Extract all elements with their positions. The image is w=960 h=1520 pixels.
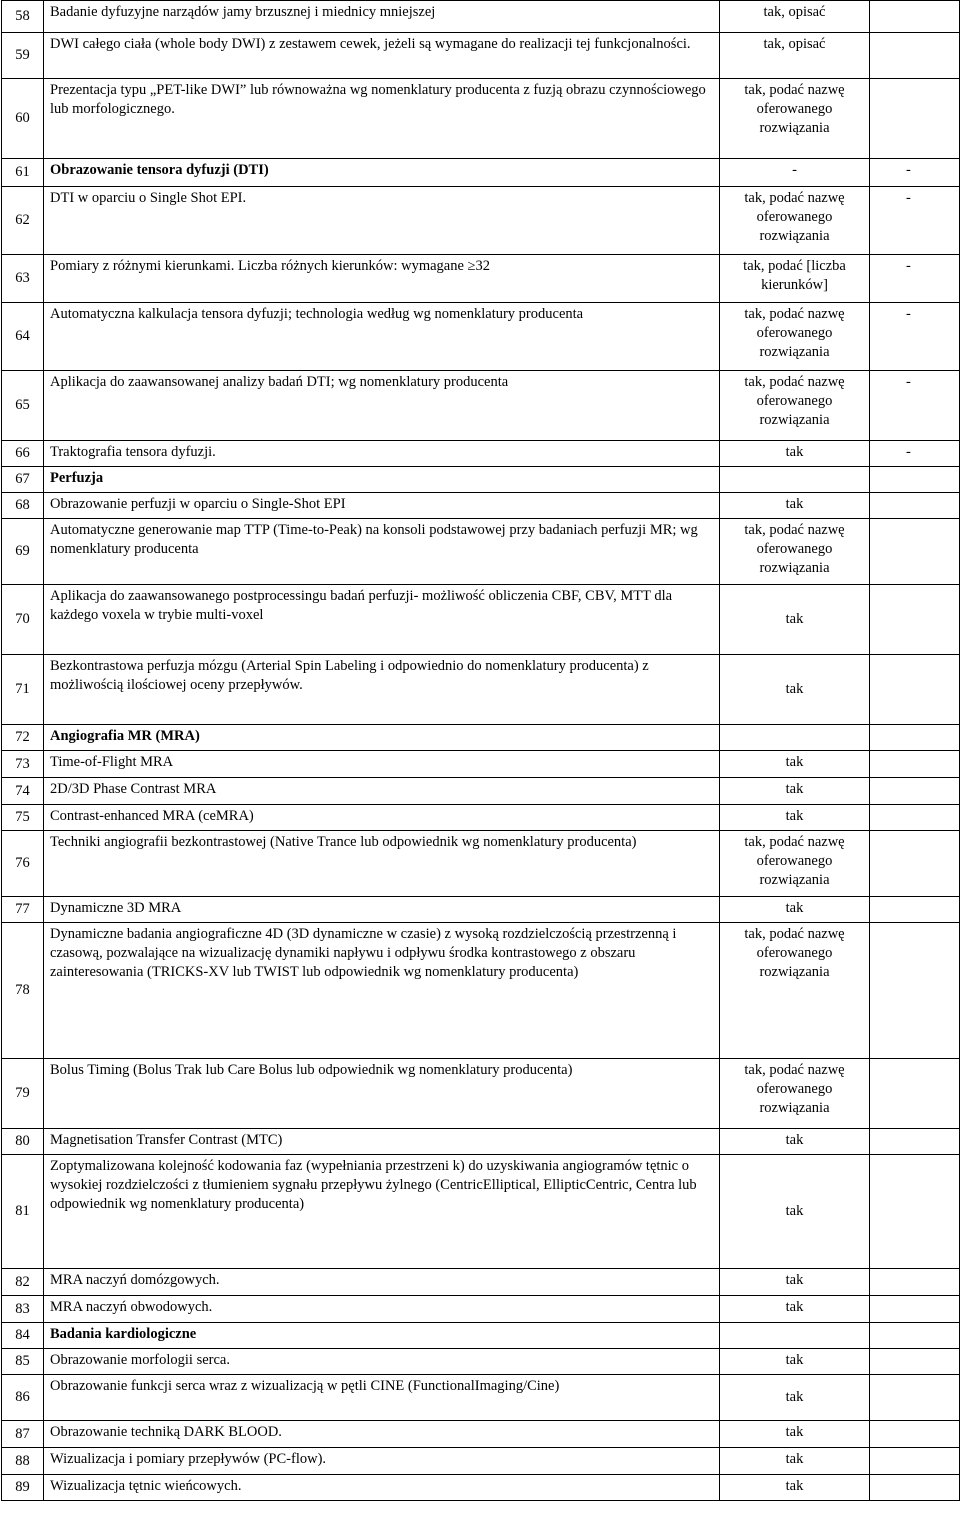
table-row [2, 585, 960, 655]
row-requirement: tak, podać nazwę oferowanego rozwiązania [720, 1059, 870, 1129]
row-requirement: tak, podać [liczba kierunków] [720, 255, 870, 303]
row-points: - [870, 255, 960, 303]
row-requirement: tak [720, 1296, 870, 1323]
row-description: Obrazowanie funkcji serca wraz z wizualizacją w pętli CINE (FunctionalImaging/Cine) [44, 1375, 720, 1421]
row-points [870, 1129, 960, 1155]
row-points: - [870, 441, 960, 467]
row-number: 63 [2, 255, 44, 303]
table-row [2, 33, 960, 79]
table-row [2, 441, 960, 467]
row-number: 72 [2, 725, 44, 751]
row-points [870, 467, 960, 493]
row-description: Pomiary z różnymi kierunkami. Liczba różnych kierunków: wymagane ≥32 [44, 255, 720, 303]
row-description: Prezentacja typu „PET-like DWI” lub równoważna wg nomenklatury producenta z fuzją obrazu czynnościowego lub morfologicznego. [44, 79, 720, 159]
row-description: MRA naczyń domózgowych. [44, 1269, 720, 1296]
row-requirement: tak [720, 1349, 870, 1375]
row-requirement: tak [720, 1129, 870, 1155]
row-points [870, 1323, 960, 1349]
row-requirement [720, 467, 870, 493]
row-number: 78 [2, 923, 44, 1059]
row-number: 89 [2, 1475, 44, 1501]
row-points [870, 33, 960, 79]
row-number: 59 [2, 33, 44, 79]
row-description: 2D/3D Phase Contrast MRA [44, 778, 720, 805]
table-row [2, 778, 960, 805]
row-requirement: tak, podać nazwę oferowanego rozwiązania [720, 519, 870, 585]
table-row [2, 655, 960, 725]
row-points: - [870, 159, 960, 187]
table-row [2, 1375, 960, 1421]
table-row [2, 255, 960, 303]
row-description: Automatyczna kalkulacja tensora dyfuzji; technologia według wg nomenklatury producenta [44, 303, 720, 371]
table-row [2, 493, 960, 519]
specification-table [1, 0, 960, 1501]
row-requirement: tak [720, 1448, 870, 1475]
row-requirement: tak, podać nazwę oferowanego rozwiązania [720, 187, 870, 255]
row-number: 84 [2, 1323, 44, 1349]
row-description: Obrazowanie morfologii serca. [44, 1349, 720, 1375]
row-number: 82 [2, 1269, 44, 1296]
table-row [2, 187, 960, 255]
row-requirement: tak [720, 585, 870, 655]
row-points [870, 585, 960, 655]
table-row [2, 303, 960, 371]
row-number: 71 [2, 655, 44, 725]
row-points [870, 778, 960, 805]
row-description: Bolus Timing (Bolus Trak lub Care Bolus lub odpowiednik wg nomenklatury producenta) [44, 1059, 720, 1129]
row-number: 67 [2, 467, 44, 493]
table-row [2, 159, 960, 187]
row-description: Dynamiczne badania angiograficzne 4D (3D dynamiczne w czasie) z wysoką rozdzielczością przestrzenną i czasową, pozwalające na wizualizację dynamiki napływu i odpływu środka kontrastowego z obszaru zainteresowania (TRICKS-XV lub TWIST lub odpowiednik wg nomenklatury producenta) [44, 923, 720, 1059]
row-description: Perfuzja [44, 467, 720, 493]
row-requirement: tak [720, 1421, 870, 1448]
row-points [870, 1, 960, 33]
row-points [870, 725, 960, 751]
row-number: 65 [2, 371, 44, 441]
row-points [870, 1269, 960, 1296]
table-row [2, 1269, 960, 1296]
table-row [2, 1296, 960, 1323]
row-points [870, 1059, 960, 1129]
row-description: DWI całego ciała (whole body DWI) z zestawem cewek, jeżeli są wymagane do realizacji tej funkcjonalności. [44, 33, 720, 79]
row-points [870, 1448, 960, 1475]
row-points [870, 1421, 960, 1448]
row-number: 75 [2, 805, 44, 831]
row-number: 77 [2, 897, 44, 923]
row-requirement: tak [720, 441, 870, 467]
row-number: 61 [2, 159, 44, 187]
row-requirement: tak [720, 778, 870, 805]
table-row [2, 1155, 960, 1269]
row-requirement: tak, podać nazwę oferowanego rozwiązania [720, 831, 870, 897]
specification-rows [2, 1, 960, 1501]
table-row [2, 467, 960, 493]
table-row [2, 371, 960, 441]
row-number: 81 [2, 1155, 44, 1269]
table-row [2, 1475, 960, 1501]
row-points [870, 1155, 960, 1269]
row-description: Obrazowanie perfuzji w oparciu o Single-Shot EPI [44, 493, 720, 519]
row-points: - [870, 371, 960, 441]
row-description: Techniki angiografii bezkontrastowej (Native Trance lub odpowiednik wg nomenklatury producenta) [44, 831, 720, 897]
row-number: 83 [2, 1296, 44, 1323]
row-requirement: tak [720, 1375, 870, 1421]
row-points [870, 1475, 960, 1501]
row-description: Traktografia tensora dyfuzji. [44, 441, 720, 467]
row-number: 64 [2, 303, 44, 371]
row-requirement: tak [720, 655, 870, 725]
row-number: 70 [2, 585, 44, 655]
row-points [870, 897, 960, 923]
row-points [870, 79, 960, 159]
row-points [870, 519, 960, 585]
row-points [870, 805, 960, 831]
row-description: Time-of-Flight MRA [44, 751, 720, 778]
row-requirement: tak [720, 493, 870, 519]
table-row [2, 897, 960, 923]
row-description: Angiografia MR (MRA) [44, 725, 720, 751]
table-row [2, 1323, 960, 1349]
table-row [2, 831, 960, 897]
row-description: Contrast-enhanced MRA (ceMRA) [44, 805, 720, 831]
table-row [2, 751, 960, 778]
row-description: DTI w oparciu o Single Shot EPI. [44, 187, 720, 255]
row-number: 86 [2, 1375, 44, 1421]
row-points [870, 1349, 960, 1375]
row-description: Magnetisation Transfer Contrast (MTC) [44, 1129, 720, 1155]
row-number: 87 [2, 1421, 44, 1448]
row-requirement: tak [720, 805, 870, 831]
row-points [870, 751, 960, 778]
row-description: MRA naczyń obwodowych. [44, 1296, 720, 1323]
table-row [2, 805, 960, 831]
row-requirement: tak, podać nazwę oferowanego rozwiązania [720, 79, 870, 159]
row-number: 66 [2, 441, 44, 467]
row-number: 62 [2, 187, 44, 255]
row-description: Bezkontrastowa perfuzja mózgu (Arterial Spin Labeling i odpowiednio do nomenklatury producenta) z możliwością ilościowej oceny przepływów. [44, 655, 720, 725]
row-description: Obrazowanie tensora dyfuzji (DTI) [44, 159, 720, 187]
row-requirement: tak [720, 1269, 870, 1296]
table-row [2, 519, 960, 585]
table-row [2, 79, 960, 159]
row-points [870, 831, 960, 897]
table-row [2, 1421, 960, 1448]
row-points [870, 655, 960, 725]
row-number: 73 [2, 751, 44, 778]
row-requirement: - [720, 159, 870, 187]
row-requirement [720, 725, 870, 751]
row-points: - [870, 303, 960, 371]
row-requirement: tak [720, 1155, 870, 1269]
table-row [2, 923, 960, 1059]
table-row [2, 1349, 960, 1375]
row-requirement: tak [720, 751, 870, 778]
row-requirement: tak, podać nazwę oferowanego rozwiązania [720, 371, 870, 441]
row-points: - [870, 187, 960, 255]
row-number: 79 [2, 1059, 44, 1129]
row-description: Aplikacja do zaawansowanego postprocessingu badań perfuzji- możliwość obliczenia CBF, CBV, MTT dla każdego voxela w trybie multi-voxel [44, 585, 720, 655]
row-description: Wizualizacja tętnic wieńcowych. [44, 1475, 720, 1501]
row-number: 74 [2, 778, 44, 805]
row-description: Wizualizacja i pomiary przepływów (PC-flow). [44, 1448, 720, 1475]
row-number: 80 [2, 1129, 44, 1155]
row-requirement: tak, opisać [720, 1, 870, 33]
table-row [2, 1129, 960, 1155]
row-requirement: tak [720, 1475, 870, 1501]
row-number: 88 [2, 1448, 44, 1475]
row-requirement [720, 1323, 870, 1349]
row-description: Zoptymalizowana kolejność kodowania faz (wypełniania przestrzeni k) do uzyskiwania angiogramów tętnic o wysokiej rozdzielczości z tłumieniem sygnału przepływu żylnego (CentricElliptical, EllipticCentric, Centra lub odpowiednik wg nomenklatury producenta) [44, 1155, 720, 1269]
row-description: Dynamiczne 3D MRA [44, 897, 720, 923]
row-number: 60 [2, 79, 44, 159]
row-points [870, 493, 960, 519]
row-description: Aplikacja do zaawansowanej analizy badań DTI; wg nomenklatury producenta [44, 371, 720, 441]
row-number: 69 [2, 519, 44, 585]
row-number: 58 [2, 1, 44, 33]
row-description: Obrazowanie techniką DARK BLOOD. [44, 1421, 720, 1448]
table-row [2, 1, 960, 33]
row-description: Badanie dyfuzyjne narządów jamy brzusznej i miednicy mniejszej [44, 1, 720, 33]
row-number: 85 [2, 1349, 44, 1375]
row-points [870, 1296, 960, 1323]
row-requirement: tak, podać nazwę oferowanego rozwiązania [720, 923, 870, 1059]
row-description: Badania kardiologiczne [44, 1323, 720, 1349]
row-description: Automatyczne generowanie map TTP (Time-to-Peak) na konsoli podstawowej przy badaniach perfuzji MR; wg nomenklatury producenta [44, 519, 720, 585]
row-requirement: tak, opisać [720, 33, 870, 79]
row-points [870, 1375, 960, 1421]
row-points [870, 923, 960, 1059]
table-row [2, 725, 960, 751]
row-requirement: tak, podać nazwę oferowanego rozwiązania [720, 303, 870, 371]
row-number: 68 [2, 493, 44, 519]
row-number: 76 [2, 831, 44, 897]
table-row [2, 1448, 960, 1475]
row-requirement: tak [720, 897, 870, 923]
table-row [2, 1059, 960, 1129]
